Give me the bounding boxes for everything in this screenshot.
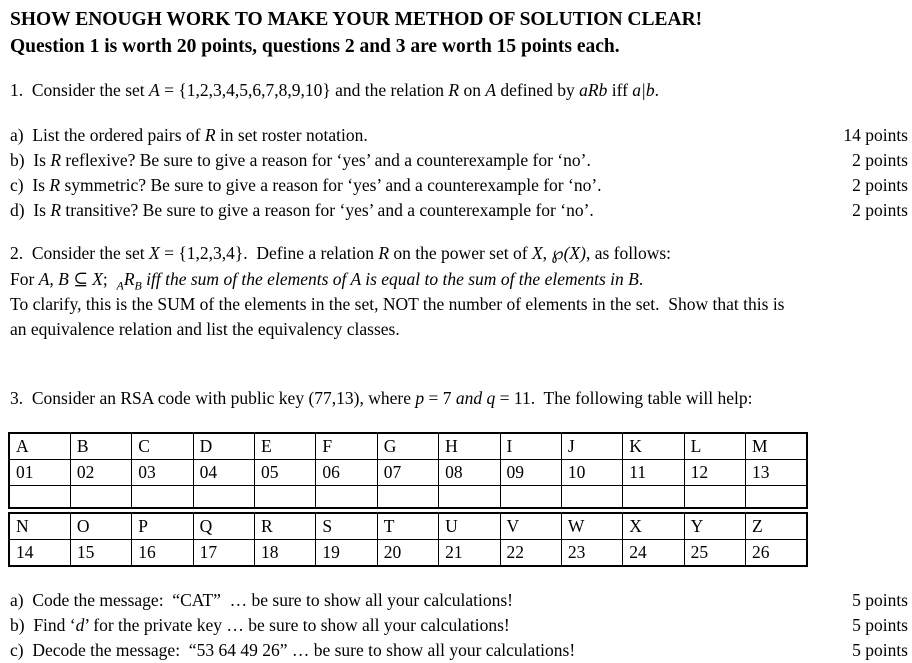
- math-text: a|b: [632, 80, 655, 100]
- math-text: X: [149, 243, 160, 263]
- letter-code-table-n-z: [8, 512, 808, 567]
- letter-code-table-a-m: [8, 432, 808, 509]
- table-cell: 09: [500, 460, 561, 486]
- table-cell: 04: [193, 460, 254, 486]
- math-text: aRb: [579, 80, 608, 100]
- text-run: = 11. The following table will help:: [495, 388, 753, 408]
- question-2-clarification: [10, 292, 908, 317]
- table-cell: 20: [377, 540, 438, 567]
- question-1-subquestions: [10, 123, 908, 223]
- text-run: c) Is: [10, 175, 50, 195]
- text-run: symmetric? Be sure to give a reason for ‘yes’ and a counterexample for ‘no’.: [60, 175, 602, 195]
- math-subscript: B: [134, 278, 142, 293]
- table-cell: S: [316, 513, 377, 540]
- text-run: transitive? Be sure to give a reason for ‘yes’ and a counterexample for ‘no’.: [61, 200, 594, 220]
- question-2-block: [10, 241, 908, 342]
- text-run: For: [10, 269, 39, 289]
- subquestion-row: [10, 638, 908, 663]
- question-1-intro: [10, 78, 908, 103]
- subquestion-row: [10, 173, 908, 198]
- math-text: A: [149, 80, 160, 100]
- text-run: .: [638, 269, 644, 289]
- table-cell: 05: [255, 460, 316, 486]
- text-run: ;: [102, 269, 117, 289]
- table-cell: K: [623, 433, 684, 460]
- text-run: iff: [607, 80, 633, 100]
- text-run: on: [459, 80, 486, 100]
- table-cell: 06: [316, 460, 377, 486]
- table-cell: E: [255, 433, 316, 460]
- text-run: To clarify, this is the SUM of the elements in the set, NOT the number of elements in the set. Show that this is: [10, 294, 785, 314]
- table-cell: Y: [684, 513, 745, 540]
- points-summary-heading: Question 1 is worth 20 points, questions 2 and 3 are worth 15 points each.: [10, 36, 620, 57]
- subquestion-row: [10, 148, 908, 173]
- table-cell: 07: [377, 460, 438, 486]
- subquestion-row: [10, 198, 908, 223]
- subquestion-row: [10, 613, 908, 638]
- table-cell: M: [746, 433, 808, 460]
- text-run: an equivalence relation and list the equivalency classes.: [10, 319, 400, 339]
- table-cell: 13: [746, 460, 808, 486]
- table-cell: F: [316, 433, 377, 460]
- table-cell: U: [439, 513, 500, 540]
- table-cell: Z: [746, 513, 808, 540]
- instructions-heading: SHOW ENOUGH WORK TO MAKE YOUR METHOD OF SOLUTION CLEAR!: [10, 9, 703, 30]
- math-text: ℘: [551, 244, 564, 264]
- subquestion-row: [10, 123, 908, 148]
- text-run: on the power set of: [389, 243, 532, 263]
- math-text: A, B ⊆ X: [38, 269, 103, 289]
- text-run: reflexive? Be sure to give a reason for ‘yes’ and a counterexample for ‘no’.: [61, 150, 591, 170]
- table-cell: 12: [684, 460, 745, 486]
- table-cell: [561, 486, 622, 509]
- points-label: 14 points: [843, 125, 908, 145]
- text-run: ’ for the private key … be sure to show all your calculations!: [84, 615, 510, 635]
- text-run: b) Is: [10, 150, 51, 170]
- table-cell: [746, 486, 808, 509]
- table-cell: J: [561, 433, 622, 460]
- question-2-intro: [10, 241, 908, 267]
- subquestion-text: [10, 588, 513, 613]
- text-run: 1. Consider the set: [10, 80, 150, 100]
- table-cell: R: [255, 513, 316, 540]
- table-cell: 18: [255, 540, 316, 567]
- text-run: , as follows:: [585, 243, 672, 263]
- table-cell: [684, 486, 745, 509]
- subquestion-text: [10, 123, 368, 148]
- subquestion-text: [10, 173, 602, 198]
- table-cell: X: [623, 513, 684, 540]
- table-cell: 22: [500, 540, 561, 567]
- table-cell: 15: [70, 540, 131, 567]
- table-cell: D: [193, 433, 254, 460]
- question-3-intro: [10, 386, 908, 411]
- table-cell: H: [439, 433, 500, 460]
- code-row: [9, 460, 807, 486]
- table-cell: 10: [561, 460, 622, 486]
- table-cell: 14: [9, 540, 70, 567]
- table-cell: G: [377, 433, 438, 460]
- table-cell: N: [9, 513, 70, 540]
- table-cell: [9, 486, 70, 509]
- text-run: .: [654, 80, 659, 100]
- table-cell: [377, 486, 438, 509]
- points-label: 5 points: [852, 640, 908, 660]
- text-run: c) Decode the message: “53 64 49 26” … be sure to show all your calculations!: [10, 640, 576, 660]
- table-cell: 16: [132, 540, 193, 567]
- table-cell: I: [500, 433, 561, 460]
- table-cell: [316, 486, 377, 509]
- math-text: and: [455, 388, 483, 408]
- question-2-definition: [10, 267, 908, 292]
- text-run: a) List the ordered pairs of: [10, 125, 205, 145]
- table-cell: B: [70, 433, 131, 460]
- points-label: 5 points: [852, 615, 908, 635]
- math-text: d: [75, 615, 85, 635]
- table-cell: T: [377, 513, 438, 540]
- table-cell: 26: [746, 540, 808, 567]
- table-cell: 24: [623, 540, 684, 567]
- text-run: in set roster notation.: [215, 125, 368, 145]
- table-cell: W: [561, 513, 622, 540]
- letter-row: [9, 513, 807, 540]
- text-run: 2. Consider the set: [10, 243, 150, 263]
- points-label: 2 points: [852, 200, 908, 220]
- table-cell: 08: [439, 460, 500, 486]
- points-label: 2 points: [852, 150, 908, 170]
- points-label: 5 points: [852, 590, 908, 610]
- math-text: (X): [563, 243, 586, 263]
- table-cell: A: [9, 433, 70, 460]
- text-run: = {1,2,3,4}. Define a relation: [159, 243, 379, 263]
- table-cell: [255, 486, 316, 509]
- math-text: R: [204, 125, 216, 145]
- text-run: = 7: [424, 388, 456, 408]
- math-text: q: [486, 388, 496, 408]
- spacer-row: [9, 486, 807, 509]
- subquestion-row: [10, 588, 908, 613]
- math-text: R: [123, 269, 135, 289]
- math-text: R: [50, 200, 62, 220]
- subquestion-text: [10, 198, 594, 223]
- points-label: 2 points: [852, 175, 908, 195]
- math-subscript: A: [116, 278, 124, 293]
- subquestion-text: [10, 638, 575, 663]
- table-cell: 01: [9, 460, 70, 486]
- table-cell: [132, 486, 193, 509]
- text-run: d) Is: [10, 200, 51, 220]
- table-cell: [500, 486, 561, 509]
- table-cell: O: [70, 513, 131, 540]
- question-2-clarification-cont: [10, 317, 908, 342]
- subquestion-text: [10, 613, 510, 638]
- table-cell: 19: [316, 540, 377, 567]
- math-text: iff the sum of the elements of A is equal to the sum of the elements in B: [141, 269, 639, 289]
- math-text: A: [485, 80, 497, 100]
- table-cell: C: [132, 433, 193, 460]
- table-cell: 21: [439, 540, 500, 567]
- table-cell: [439, 486, 500, 509]
- table-cell: [70, 486, 131, 509]
- letter-row: [9, 433, 807, 460]
- table-cell: 23: [561, 540, 622, 567]
- math-text: p: [415, 388, 425, 408]
- table-cell: Q: [193, 513, 254, 540]
- table-cell: 17: [193, 540, 254, 567]
- table-cell: 02: [70, 460, 131, 486]
- math-text: R: [49, 175, 61, 195]
- subquestion-text: [10, 148, 591, 173]
- table-cell: P: [132, 513, 193, 540]
- table-cell: 11: [623, 460, 684, 486]
- math-text: X: [531, 243, 543, 263]
- text-run: defined by: [496, 80, 580, 100]
- question-3-subquestions: [10, 588, 908, 663]
- math-text: R: [50, 150, 62, 170]
- table-cell: V: [500, 513, 561, 540]
- table-cell: 25: [684, 540, 745, 567]
- table-cell: [623, 486, 684, 509]
- text-run: b) Find ‘: [10, 615, 76, 635]
- math-text: R: [448, 80, 460, 100]
- table-cell: [193, 486, 254, 509]
- table-cell: L: [684, 433, 745, 460]
- table-cell: 03: [132, 460, 193, 486]
- code-row: [9, 540, 807, 567]
- text-run: 3. Consider an RSA code with public key (77,13), where: [10, 388, 416, 408]
- text-run: a) Code the message: “CAT” … be sure to show all your calculations!: [10, 590, 513, 610]
- text-run: ,: [542, 243, 552, 263]
- letter-code-tables: [8, 432, 908, 567]
- text-run: = {1,2,3,4,5,6,7,8,9,10} and the relation: [159, 80, 449, 100]
- math-text: R: [378, 243, 390, 263]
